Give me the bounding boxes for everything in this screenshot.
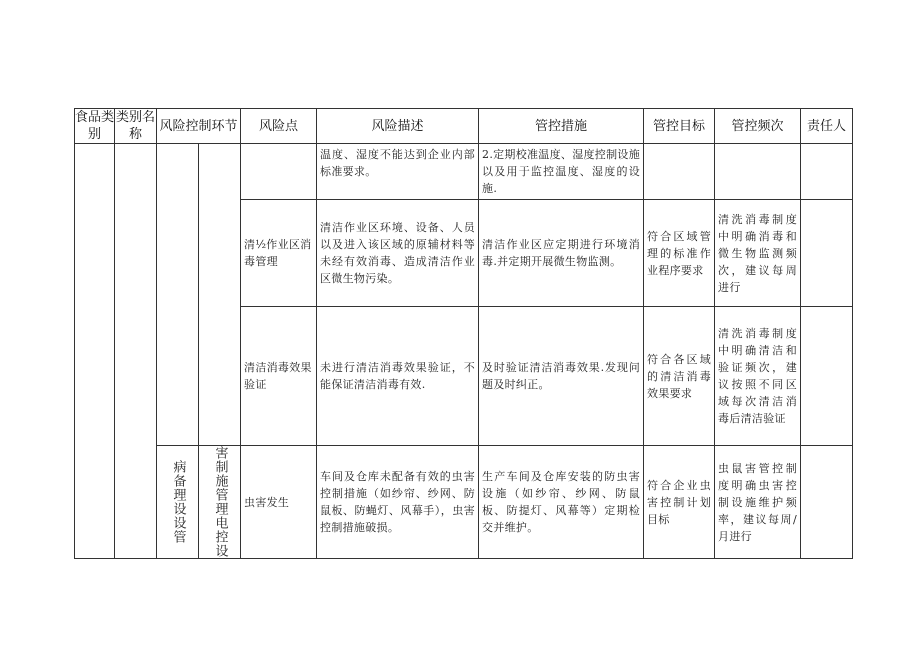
header-control-frequency: 管控频次 [715, 109, 801, 144]
control-measures-cell: 2.定期校准温度、湿度控制设施以及用于监控温度、湿度的设施. [479, 144, 644, 200]
table-row [75, 144, 853, 200]
control-frequency-cell [715, 144, 801, 200]
control-frequency-cell: 清洗消毒制度中明确消毒和微生物监测频次，建议每周进行 [715, 200, 801, 307]
food-category-cell [75, 144, 115, 559]
control-measures-cell: 清洁作业区应定期进行环境消毒.并定期开展微生物监测。 [479, 200, 644, 307]
stage-right-cell [199, 446, 241, 559]
risk-description-cell: 清洁作业区环境、设备、人员以及进入该区域的原辅材料等未经有效消毒、造成清洁作业区微生物污染。 [317, 200, 479, 307]
risk-control-table [74, 108, 853, 559]
risk-description-cell: 温度、湿度不能达到企业内部标准要求。 [317, 144, 479, 200]
stage-left-label: 病备理设设管 [170, 460, 186, 544]
header-risk-point: 风险点 [241, 109, 317, 144]
table-row [75, 446, 853, 559]
header-risk-description: 风险描述 [317, 109, 479, 144]
risk-point-cell: 清½作业区消毒管理 [241, 200, 317, 307]
responsible-cell [801, 446, 853, 559]
stage-left-cell [157, 446, 199, 559]
control-target-cell [644, 144, 715, 200]
header-control-target: 管控目标 [644, 109, 715, 144]
risk-point-cell: 清洁消毒效果验证 [241, 307, 317, 446]
control-frequency-cell: 清洗消毒制度中明确清洁和验证频次，建议按照不同区域每次清洁消毒后清洁验证 [715, 307, 801, 446]
risk-description-cell: 未进行清洁消毒效果验证，不能保证清洁消毒有效. [317, 307, 479, 446]
header-food-category: 食品类别 [75, 110, 115, 142]
control-frequency-cell: 虫鼠害管控制度明确虫害控制设施维护频率，建议每周/月进行 [715, 446, 801, 559]
header-category-name: 类别名称 [115, 110, 155, 142]
header-control-measures: 管控措施 [479, 109, 644, 144]
header-control-stage: 风险控制环节 [157, 109, 241, 144]
stage-left-cell [157, 144, 199, 446]
responsible-cell [801, 200, 853, 307]
stage-right-cell [199, 144, 241, 446]
control-target-cell: 符合企业虫害控制计划目标 [644, 446, 715, 559]
risk-point-cell [241, 144, 317, 200]
control-target-cell: 符合各区域的清洁消毒效果要求 [644, 307, 715, 446]
stage-right-label: 害制施管理电控设 [212, 446, 228, 558]
table-header-row [75, 109, 853, 144]
risk-point-cell: 虫害发生 [241, 446, 317, 559]
risk-description-cell: 车间及仓库未配备有效的虫害控制措施（如纱帘、纱网、防鼠板、防蝇灯、风幕手），虫害控制措施破损。 [317, 446, 479, 559]
category-name-cell [115, 144, 157, 559]
control-measures-cell: 生产车间及仓库安装的防虫害设施（如纱帘、纱网、防鼠板、防提灯、风幕等）定期检交并维护。 [479, 446, 644, 559]
responsible-cell [801, 144, 853, 200]
header-responsible: 责任人 [801, 109, 853, 144]
control-measures-cell: 及时验证清洁消毒效果.发现问题及时纠正。 [479, 307, 644, 446]
control-target-cell: 符合区域管理的标准作业程序要求 [644, 200, 715, 307]
responsible-cell [801, 307, 853, 446]
